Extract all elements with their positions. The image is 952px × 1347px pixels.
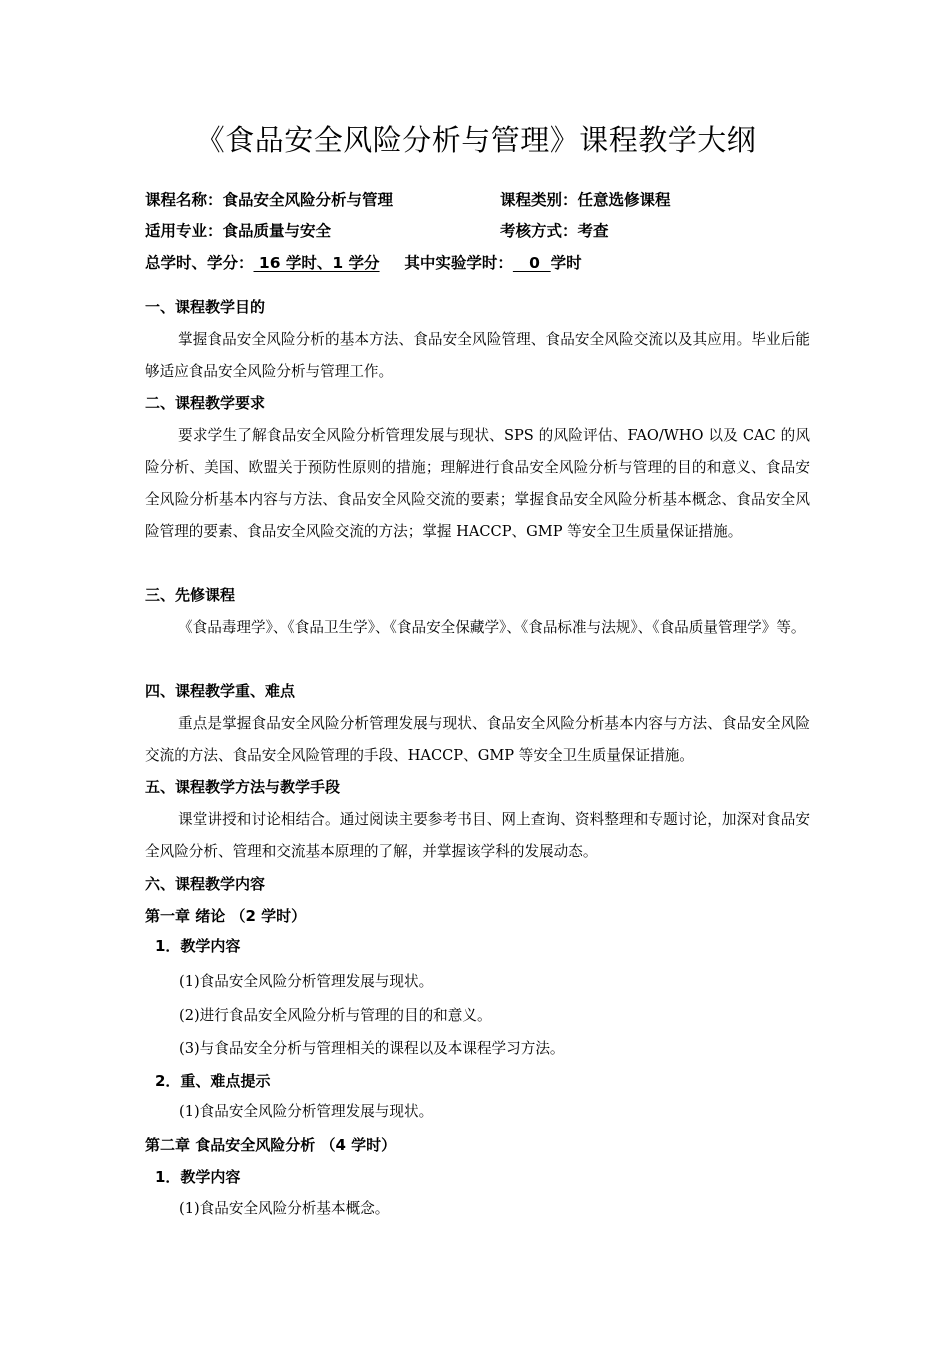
section-heading-key-points: 四、课程教学重、难点 [145, 682, 296, 700]
lab-hours-value: 0 [512, 254, 551, 272]
lab-hours-label: 其中实验学时： [404, 254, 513, 272]
chapter1-heading: 第一章 绪论 （2 学时） [145, 907, 307, 925]
chapter2-heading: 第二章 食品安全风险分析 （4 学时） [145, 1136, 397, 1154]
chapter1-content-heading: 1．教学内容 [155, 937, 241, 955]
meta-row-1 [145, 189, 671, 211]
chapter2-content-heading: 1．教学内容 [155, 1168, 241, 1186]
section-heading-content: 六、课程教学内容 [145, 875, 266, 893]
hours-label: 总学时、学分： [145, 254, 254, 272]
section-heading-purpose: 一、课程教学目的 [145, 298, 266, 316]
lab-hours-unit: 学时 [550, 254, 582, 272]
meta-row-3 [145, 252, 582, 274]
assessment-method: 考核方式：考查 [500, 222, 609, 240]
chapter1-item: (2)进行食品安全风险分析与管理的目的和意义。 [179, 1007, 492, 1024]
chapter2-item: (1)食品安全风险分析基本概念。 [179, 1200, 390, 1217]
section-text-key-points: 重点是掌握食品安全风险分析管理发展与现状、食品安全风险分析基本内容与方法、食品安全风险交流的方法、食品安全风险管理的手段、HACCP、GMP 等安全卫生质量保证措施。 [145, 715, 810, 764]
course-type: 课程类别：任意选修课程 [500, 191, 671, 209]
section-text-requirements: 要求学生了解食品安全风险分析管理发展与现状、SPS 的风险评估、FAO/WHO 以及 CAC 的风险分析、美国、欧盟关于预防性原则的措施；理解进行食品安全风险分析与管理的目的和意义、食品安全风险分析基本内容与方法、食品安全风险交流的要素；掌握食品安全风险分析基本概念、食品安全风险管理的要素、食品安全风险交流的方法；掌握 HACCP、GMP 等安全卫生质量保证措施。 [145, 427, 810, 540]
section-heading-requirements: 二、课程教学要求 [145, 394, 266, 412]
chapter1-key-item: (1)食品安全风险分析管理发展与现状。 [179, 1103, 434, 1120]
section-text-prerequisites: 《食品毒理学》、《食品卫生学》、《食品安全保藏学》、《食品标准与法规》、《食品质量管理学》等。 [178, 619, 806, 636]
hours-value: 16 学时、1 学分 [253, 254, 380, 272]
course-name: 课程名称：食品安全风险分析与管理 [145, 191, 394, 209]
chapter1-item: (3)与食品安全分析与管理相关的课程以及本课程学习方法。 [179, 1040, 565, 1057]
section-heading-prerequisites: 三、先修课程 [145, 586, 236, 604]
chapter1-key-heading: 2．重、难点提示 [155, 1072, 271, 1090]
section-text-purpose: 掌握食品安全风险分析的基本方法、食品安全风险管理、食品安全风险交流以及其应用。毕业后能够适应食品安全风险分析与管理工作。 [145, 331, 810, 380]
meta-row-2 [145, 220, 609, 242]
chapter1-item: (1)食品安全风险分析管理发展与现状。 [179, 973, 434, 990]
document-title: 《食品安全风险分析与管理》课程教学大纲 [195, 123, 757, 157]
section-heading-methods: 五、课程教学方法与教学手段 [145, 778, 341, 796]
section-text-methods: 课堂讲授和讨论相结合。通过阅读主要参考书目、网上查询、资料整理和专题讨论，加深对食品安全风险分析、管理和交流基本原理的了解，并掌握该学科的发展动态。 [145, 811, 810, 860]
applicable-major: 适用专业：食品质量与安全 [145, 222, 332, 240]
